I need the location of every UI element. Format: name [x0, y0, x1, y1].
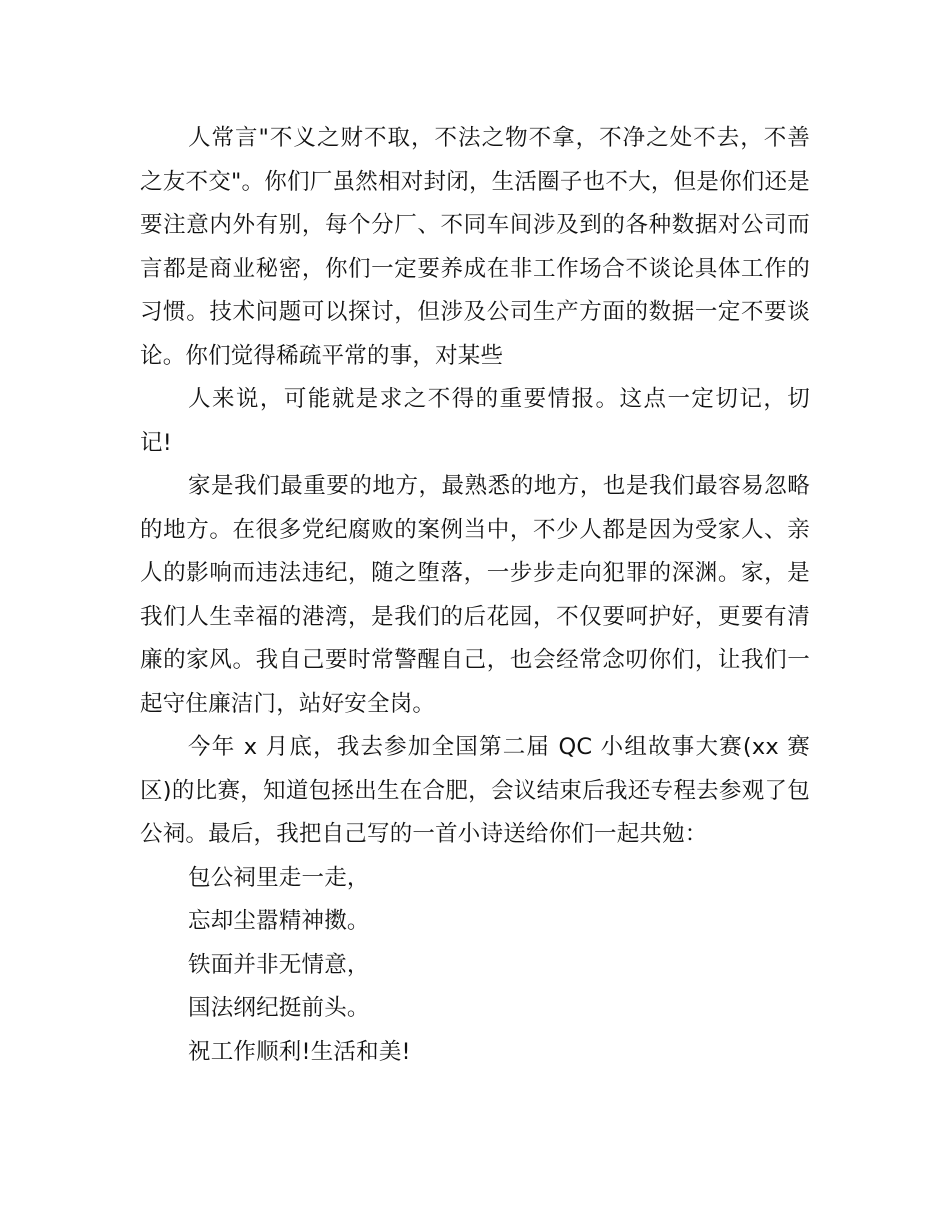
poem-line-2: 忘却尘嚣精神擞。	[188, 908, 370, 934]
poem-line-4: 国法纲纪挺前头。	[188, 995, 370, 1021]
closing-wish: 祝工作顺利!生活和美!	[188, 1038, 411, 1065]
paragraph-competition: 今年 x 月底，我去参加全国第二届 QC 小组故事大赛(xx 赛区)的比赛，知道包拯出生在合肥，会议结束后我还专程去参观了包公祠。最后，我把自己写的一首小诗送给你们一起共勉：	[140, 734, 810, 847]
poem-line-1: 包公祠里走一走，	[188, 864, 370, 891]
document-body	[140, 117, 810, 1074]
poem-line-3: 铁面并非无情意，	[188, 951, 370, 978]
paragraph-confidentiality: 人常言"不义之财不取，不法之物不拿，不净之处不去，不善之友不交"。你们厂虽然相对封闭，生活圈子也不大，但是你们还是要注意内外有别，每个分厂、不同车间涉及到的各种数据对公司而言都是商业秘密，你们一定要养成在非工作场合不谈论具体工作的习惯。技术问题可以探讨，但涉及公司生产方面的数据一定不要谈论。你们觉得稀疏平常的事，对某些	[140, 125, 810, 369]
paragraph-family: 家是我们最重要的地方，最熟悉的地方，也是我们最容易忽略的地方。在很多党纪腐败的案例当中，不少人都是因为受家人、亲人的影响而违法违纪，随之堕落，一步步走向犯罪的深渊。家，是我们人生幸福的港湾，是我们的后花园，不仅要呵护好，更要有清廉的家风。我自己要时常警醒自己，也会经常念叨你们，让我们一起守住廉洁门，站好安全岗。	[140, 473, 810, 717]
paragraph-intelligence: 人来说，可能就是求之不得的重要情报。这点一定切记，切记!	[140, 386, 810, 456]
